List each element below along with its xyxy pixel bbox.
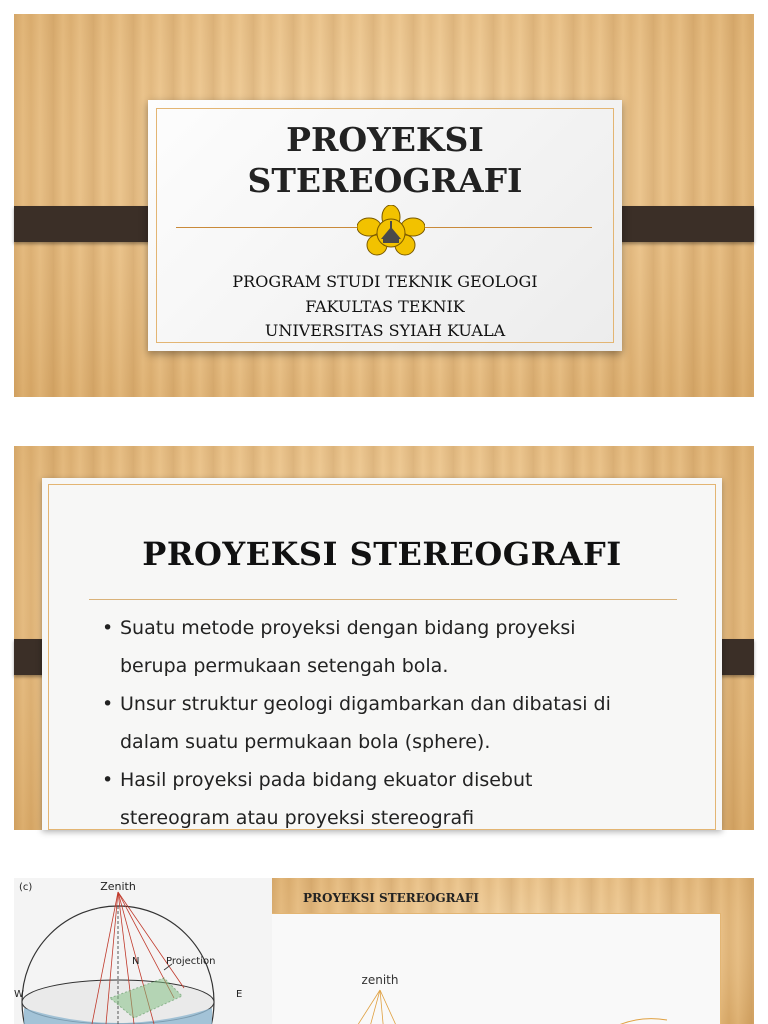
west-label: W <box>14 989 24 1000</box>
subtitle-line-faculty: FAKULTAS TEKNIK <box>305 296 465 316</box>
sphere-figure <box>14 878 272 1024</box>
bullet-line: dalam suatu permukaan bola (sphere). <box>120 731 491 753</box>
title-line-1: PROYEKSI <box>286 120 484 159</box>
left-band <box>14 206 164 242</box>
subtitle-block <box>148 270 622 344</box>
bullet-line: berupa permukaan setengah bola. <box>120 655 449 677</box>
university-emblem-icon <box>357 205 425 257</box>
title-line-2: STEREOGRAFI <box>247 161 523 200</box>
slide-definition <box>14 446 754 830</box>
heading-divider <box>89 599 677 600</box>
bullet-line: Hasil proyeksi pada bidang ekuator disebut <box>120 769 533 791</box>
bullet-icon: • <box>102 693 114 715</box>
sphere-arc <box>602 1019 667 1024</box>
divider-left <box>176 227 357 228</box>
bullet-icon: • <box>102 769 114 791</box>
panel-label: (c) <box>19 882 33 893</box>
slide-title <box>14 14 754 397</box>
bullet-line: Unsur struktur geologi digambarkan dan dibatasi di <box>120 693 611 715</box>
bullet-list <box>102 609 692 837</box>
list-item <box>102 761 692 837</box>
subtitle-line-university: UNIVERSITAS SYIAH KUALA <box>264 321 506 340</box>
zenith-label: Zenith <box>100 880 136 893</box>
slide-title-heading <box>148 119 622 201</box>
sphere-projection-diagram <box>14 878 272 1024</box>
slide-heading-small: PROYEKSI STEREOGRAFI <box>303 891 480 905</box>
zenith-rays <box>352 990 400 1024</box>
title-card <box>148 100 622 351</box>
east-label: E <box>236 989 243 1000</box>
bullet-line: stereogram atau proyeksi stereografi <box>120 807 475 829</box>
list-item <box>102 609 692 685</box>
divider-right <box>425 227 592 228</box>
slide-heading: PROYEKSI STEREOGRAFI <box>142 535 622 573</box>
slide-projection <box>272 878 754 1024</box>
bullet-line: Suatu metode proyeksi dengan bidang proyeksi <box>120 617 576 639</box>
list-item <box>102 685 692 761</box>
right-band <box>606 206 754 242</box>
zenith-diagram <box>272 914 720 1024</box>
bullet-icon: • <box>102 617 114 639</box>
zenith-label-small: zenith <box>361 973 399 987</box>
card-border <box>48 484 716 830</box>
north-label: N <box>132 956 140 967</box>
diagram-card <box>272 913 721 1024</box>
projection-label: Projection <box>166 956 216 967</box>
subtitle-line-program: PROGRAM STUDI TEKNIK GEOLOGI <box>232 272 538 291</box>
content-card <box>42 478 722 830</box>
